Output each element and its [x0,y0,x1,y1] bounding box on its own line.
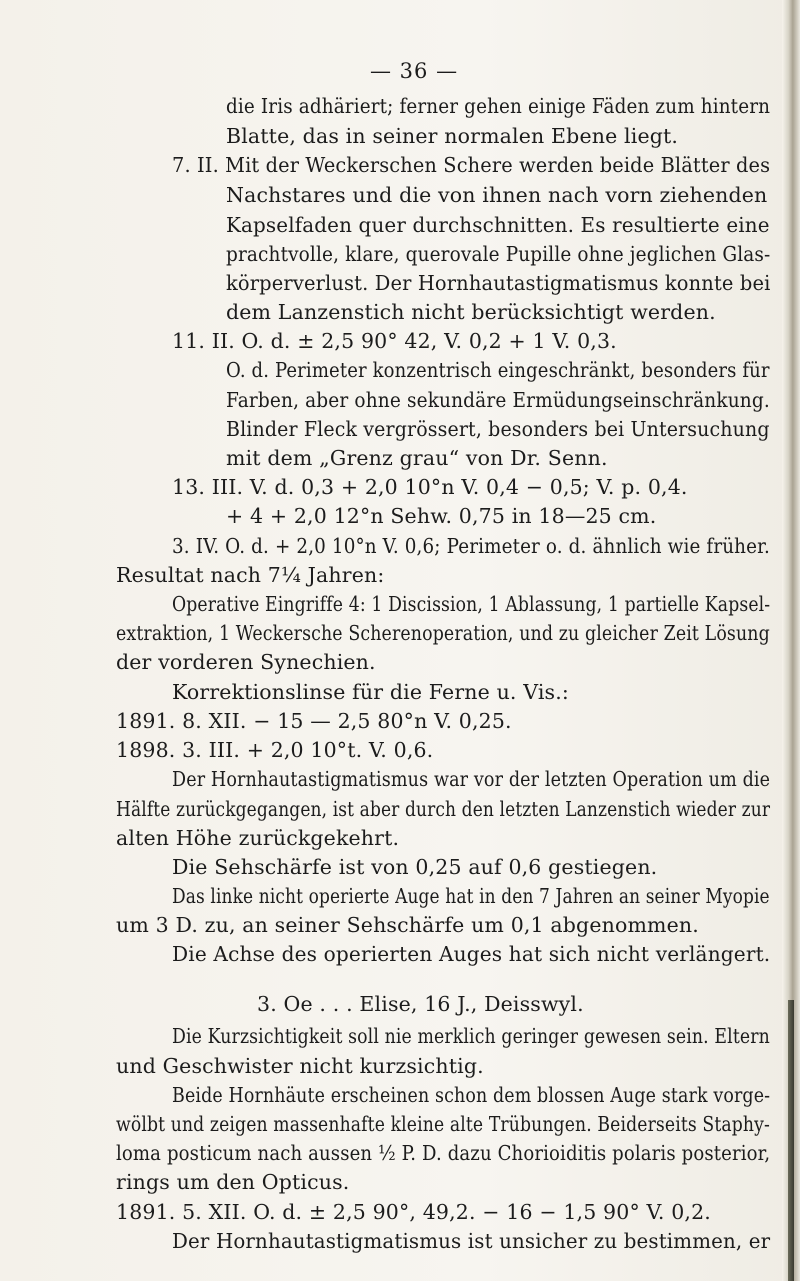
case-heading: 3. Oe . . . Elise, 16 J., Deisswyl. [257,992,584,1016]
text-line: 1891. 5. XII. O. d. ± 2,5 90°, 49,2. − 16 − 1,5 90° V. 0,2. [116,1200,711,1224]
text-line: Die Kurzsichtigkeit soll nie merklich geringer gewesen sein. Eltern [172,1024,770,1048]
text-line: Der Hornhautastigmatismus ist unsicher zu bestimmen, er [172,1229,771,1253]
text-line: Resultat nach 7¼ Jahren: [116,563,385,587]
text-line: rings um den Opticus. [116,1170,350,1194]
text-line: extraktion, 1 Weckersche Scherenoperation, und zu gleicher Zeit Lösung [116,621,770,645]
text-line: 7. II. Mit der Weckerschen Schere werden beide Blätter des [172,153,771,177]
text-line: der vorderen Synechien. [116,650,376,674]
page-number: — 36 — [370,59,459,83]
text-line: O. d. Perimeter konzentrisch eingeschränkt, besonders für [226,358,770,382]
text-line: mit dem „Grenz grau“ von Dr. Senn. [226,446,608,470]
text-line: Farben, aber ohne sekundäre Ermüdungseinschränkung. [226,388,770,412]
text-line: Der Hornhautastigmatismus war vor der letzten Operation um die [172,767,771,791]
text-line: körperverlust. Der Hornhautastigmatismus konnte bei [226,271,771,295]
text-line: um 3 D. zu, an seiner Sehschärfe um 0,1 abgenommen. [116,913,699,937]
text-line: 3. IV. O. d. + 2,0 10°n V. 0,6; Perimeter o. d. ähnlich wie früher. [172,534,770,558]
text-line: alten Höhe zurückgekehrt. [116,826,400,850]
text-line: 13. III. V. d. 0,3 + 2,0 10°n V. 0,4 − 0,5; V. p. 0,4. [172,475,688,499]
text-line: 1898. 3. III. + 2,0 10°t. V. 0,6. [116,738,434,762]
text-line: Nachstares und die von ihnen nach vorn ziehenden [226,183,768,207]
text-line: 1891. 8. XII. − 15 — 2,5 80°n V. 0,25. [116,709,512,733]
text-line: loma posticum nach aussen ½ P. D. dazu Chorioiditis polaris posterior, [116,1141,771,1165]
text-line: Das linke nicht operierte Auge hat in den 7 Jahren an seiner Myopie [172,884,770,908]
text-line: + 4 + 2,0 12°n Sehw. 0,75 in 18—25 cm. [226,504,657,528]
text-line: Hälfte zurückgegangen, ist aber durch den letzten Lanzenstich wieder zur [116,797,771,821]
text-line: Korrektionslinse für die Ferne u. Vis.: [172,680,569,704]
page-edge-shadow [788,1000,794,1281]
text-line: prachtvolle, klare, querovale Pupille ohne jeglichen Glas- [226,242,771,266]
text-line: Die Sehschärfe ist von 0,25 auf 0,6 gestiegen. [172,855,658,879]
text-line: und Geschwister nicht kurzsichtig. [116,1054,484,1078]
text-line: wölbt und zeigen massenhafte kleine alte Trübungen. Beiderseits Staphy- [116,1112,770,1136]
text-line: Die Achse des operierten Auges hat sich nicht verlängert. [172,942,771,966]
text-line: Operative Eingriffe 4: 1 Discission, 1 Ablassung, 1 partielle Kapsel- [172,592,771,616]
text-line: Beide Hornhäute erscheinen schon dem blossen Auge stark vorge- [172,1083,771,1107]
text-line: die Iris adhäriert; ferner gehen einige Fäden zum hintern [226,94,771,118]
text-line: Blinder Fleck vergrössert, besonders bei Untersuchung [226,417,770,441]
text-line: Blatte, das in seiner normalen Ebene liegt. [226,124,679,148]
text-line: Kapselfaden quer durchschnitten. Es resultierte eine [226,213,770,237]
text-line: dem Lanzenstich nicht berücksichtigt werden. [226,300,716,324]
text-line: 11. II. O. d. ± 2,5 90° 42, V. 0,2 + 1 V. 0,3. [172,329,617,353]
